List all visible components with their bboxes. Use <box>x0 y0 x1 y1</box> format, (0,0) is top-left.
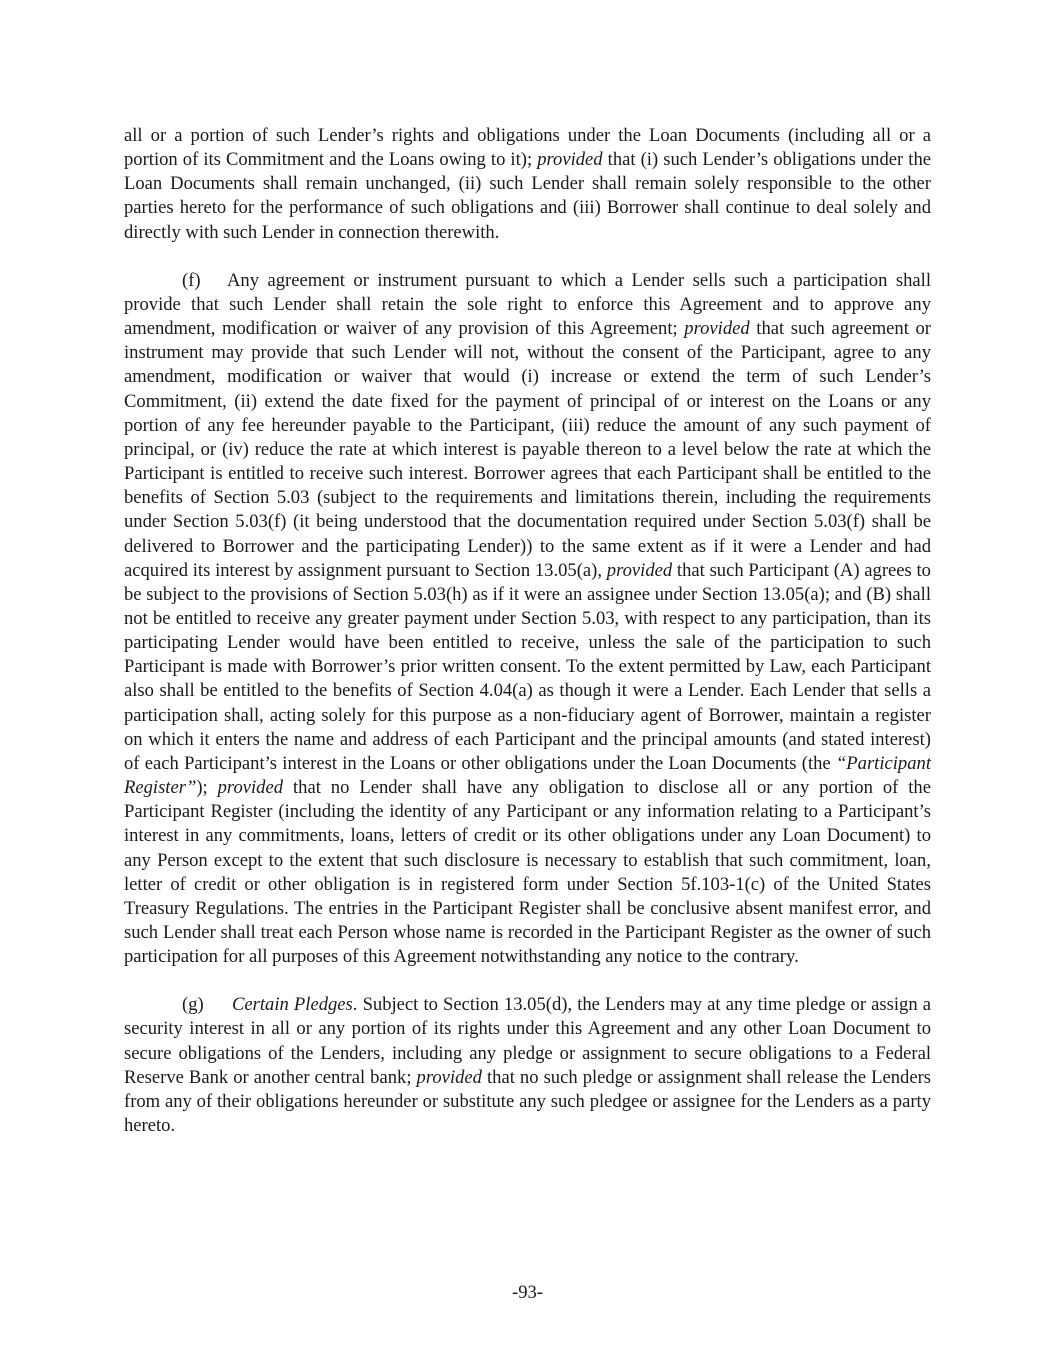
italic-provided: provided <box>537 149 603 171</box>
page-number: -93- <box>512 1282 543 1303</box>
document-page <box>124 124 931 1138</box>
text-segment: all or a portion of such Lender’s rights and obligations under the Loan Documents (including all or a portion of its Commitment and the Loans owing to it); <box>124 125 931 171</box>
section-heading: Certain Pledges <box>232 994 353 1016</box>
paragraph-e-continued <box>124 124 931 245</box>
paragraph-g <box>124 993 931 1138</box>
italic-provided: provided <box>217 777 284 799</box>
text-segment: ); <box>196 777 218 799</box>
text-segment: that no Lender shall have any obligation to disclose all or any portion of the Participant Register (including the identity of any Participant or any information relating to a Participant’s interest in any commitments, loans, letters of credit or its other obligations under any Loan Document) to any Person except to the extent that such disclosure is necessary to establish that such commitment, loan, letter of credit or other obligation is in registered form under Section 5f.103-1(c) of the United States Treasury Regulations. The entries in the Participant Register shall be conclusive absent manifest error, and such Lender shall treat each Person whose name is recorded in the Participant Register as the owner of such participation for all purposes of this Agreement notwithstanding any notice to the contrary. <box>124 777 931 968</box>
paragraph-label: (f) <box>182 269 201 291</box>
italic-provided: provided <box>684 318 750 340</box>
paragraph-f <box>124 269 931 970</box>
italic-defined-term: “Participant Register” <box>124 752 931 799</box>
text-segment: that such agreement or instrument may provide that such Lender will not, without the consent of the Participant, agree to any amendment, modification or waiver that would (i) increase or extend the term of such Lender’s Commitment, (ii) extend the date fixed for the payment of principal of or interest on the Loans or any portion of any fee hereunder payable to the Participant, (iii) reduce the amount of any such payment of principal, or (iv) reduce the rate at which interest is payable thereon to a level below the rate at which the Participant is entitled to receive such interest. Borrower agrees that each Participant shall be entitled to the benefits of Section 5.03 (subject to the requirements and limitations therein, including the requirements under Section 5.03(f) (it being understood that the documentation required under Section 5.03(f) shall be delivered to Borrower and the participating Lender)) to the same extent as if it were a Lender and had acquired its interest by assignment pursuant to Section 13.05(a), <box>124 318 931 581</box>
text-segment: that (i) such Lender’s obligations under the Loan Documents shall remain unchanged, (ii) such Lender shall remain solely responsible to the other parties hereto for the performance of such obligations and (iii) Borrower shall continue to deal solely and directly with such Lender in connection therewith. <box>124 149 932 243</box>
text-segment: that no such pledge or assignment shall release the Lenders from any of their obligations hereunder or substitute any such pledgee or assignee for the Lenders as a party hereto. <box>124 1066 931 1137</box>
text-segment: . Subject to Section 13.05(d), the Lenders may at any time pledge or assign a security interest in all or any portion of its rights under this Agreement and any other Loan Document to secure obligations of the Lenders, including any pledge or assignment to secure obligations to a Federal Reserve Bank or another central bank; <box>124 994 931 1088</box>
italic-provided: provided <box>606 559 673 581</box>
text-segment: that such Participant (A) agrees to be subject to the provisions of Section 5.03(h) as if it were an assignee under Section 13.05(a); and (B) shall not be entitled to receive any greater payment under Section 5.03, with respect to any participation, than its participating Lender would have been entitled to receive, unless the sale of the participation to such Participant is made with Borrower’s prior written consent. To the extent permitted by Law, each Participant also shall be entitled to the benefits of Section 4.04(a) as though it were a Lender. Each Lender that sells a participation shall, acting solely for this purpose as a non-fiduciary agent of Borrower, maintain a register on which it enters the name and address of each Participant and the principal amounts (and stated interest) of each Participant’s interest in the Loans or other obligations under the Loan Documents (the <box>124 559 931 774</box>
paragraph-label: (g) <box>182 994 204 1016</box>
text-segment: Any agreement or instrument pursuant to which a Lender sells such a participation shall provide that such Lender shall retain the sole right to enforce this Agreement and to approve any amendment, modification or waiver of any provision of this Agreement; <box>124 269 931 340</box>
italic-provided: provided <box>416 1066 482 1088</box>
